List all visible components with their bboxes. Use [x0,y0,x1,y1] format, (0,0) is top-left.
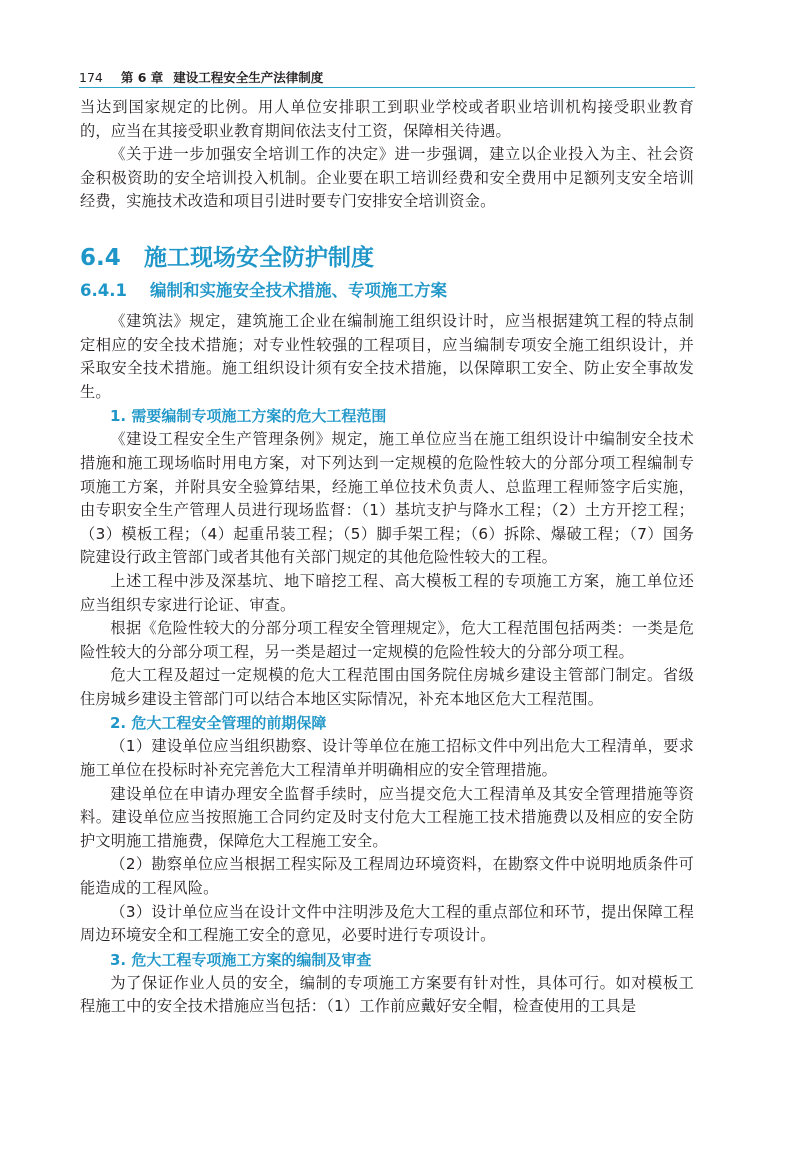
section-heading [80,242,694,274]
paragraph-1a: 《建设工程安全生产管理条例》规定，施工单位应当在施工组织设计中编制安全技术措施和施工现场临时用电方案，对下列达到一定规模的危险性较大的分部分项工程编制专项施工方案，并附具安全验算结果，经施工单位技术负责人、总监理工程师签字后实施，由专职安全生产管理人员进行现场监督：（1）基坑支护与降水工程；（2）土方开挖工程；（3）模板工程；（4）起重吊装工程；（5）脚手架工程；（6）拆除、爆破工程；（7）国务院建设行政主管部门或者其他有关部门规定的其他危险性较大的工程。 [80,430,694,567]
chapter-title: 建设工程安全生产法律制度 [173,70,324,85]
section-number: 6.4 [80,244,121,271]
subsection-title: 编制和实施安全技术措施、专项施工方案 [150,280,447,300]
chapter-number: 第 6 章 [120,70,164,85]
paragraph-2c: （2）勘察单位应当根据工程实际及工程周边环境资料，在勘察文件中说明地质条件可能造成的工程风险。 [80,855,694,898]
page-header [79,68,323,86]
paragraph-2b: 建设单位在申请办理安全监督手续时，应当提交危大工程清单及其安全管理措施等资料。建设单位应当按照施工合同约定及时支付危大工程施工技术措施费以及相应的安全防护文明施工措施费，保障危大工程施工安全。 [80,784,694,850]
paragraph-1c: 根据《危险性较大的分部分项工程安全管理规定》，危大工程范围包括两类：一类是危险性较大的分部分项工程，另一类是超过一定规模的危险性较大的分部分项工程。 [80,619,694,661]
header-rule [79,87,695,88]
paragraph-1d: 危大工程及超过一定规模的危大工程范围由国务院住房城乡建设主管部门制定。省级住房城乡建设主管部门可以结合本地区实际情况，补充本地区危大工程范围。 [80,666,694,708]
section-title: 施工现场安全防护制度 [144,244,374,271]
paragraph-s1: 《建筑法》规定，建筑施工企业在编制施工组织设计时，应当根据建筑工程的特点制定相应的安全技术措施；对专业性较强的工程项目，应当编制专项安全施工组织设计，并采取安全技术措施。施工组织设计须有安全技术措施，以保障职工安全、防止安全事故发生。 [80,311,694,401]
subsection-heading [80,278,694,304]
page-body [80,96,694,1019]
heading-item-2: 2. 危大工程安全管理的前期保障 [110,714,327,733]
heading-item-1: 1. 需要编制专项施工方案的危大工程范围 [110,407,387,426]
paragraph-3a: 为了保证作业人员的安全，编制的专项施工方案要有针对性，具体可行。如对模板工程施工中的安全技术措施应当包括：（1）工作前应戴好安全帽，检查使用的工具是 [80,973,694,1016]
paragraph-intro-1: 当达到国家规定的比例。用人单位安排职工到职业学校或者职业培训机构接受职业教育的，应当在其接受职业教育期间依法支付工资，保障相关待遇。 [80,98,694,140]
subsection-number: 6.4.1 [80,280,127,300]
paragraph-2a: （1）建设单位应当组织勘察、设计等单位在施工招标文件中列出危大工程清单，要求施工单位在投标时补充完善危大工程清单并明确相应的安全管理措施。 [80,737,694,780]
heading-item-3: 3. 危大工程专项施工方案的编制及审查 [110,950,372,969]
page-number: 174 [79,70,103,85]
paragraph-1b: 上述工程中涉及深基坑、地下暗挖工程、高大模板工程的专项施工方案，施工单位还应当组织专家进行论证、审查。 [80,571,694,614]
paragraph-2d: （3）设计单位应当在设计文件中注明涉及危大工程的重点部位和环节，提出保障工程周边环境安全和工程施工安全的意见，必要时进行专项设计。 [80,902,694,945]
paragraph-intro-2: 《关于进一步加强安全培训工作的决定》进一步强调，建立以企业投入为主、社会资金积极资助的安全培训投入机制。企业要在职工培训经费和安全费用中足额列支安全培训经费，实施技术改造和项目引进时要专门安排安全培训资金。 [80,145,694,211]
